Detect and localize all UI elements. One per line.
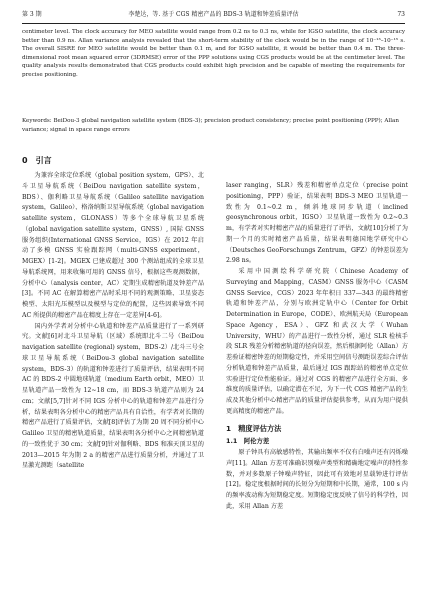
allan-paragraph: 原子钟具有高敏感特性，其输出频率不仅有白噪声还有闪烁噪声[11]。Allan 方差可准确识别噪声类型和精确地定噪声的特性参数，并对多数原子钟噪声特征，因此可有效地对星载钟进行评估[12]。稳定度根据时间的长短分为短期和中长期，通常，100 s 内的频率波动称为短期稳定度。短期稳定度反映了信号的科学性，因此，采用 Allan 方差 bbox=[226, 449, 408, 510]
keywords-block bbox=[22, 117, 405, 134]
issue-label: 第 3 期 bbox=[22, 11, 42, 18]
intro-paragraph-3: 采用中国测绘科学研究院（Chinese Academy of Surveying and Mapping，CASM）GNSS 服务中心（CASM GNSS Service，CGS）2023 年年积日 337—343 的最终精密轨道和钟差产品，分别与欧洲定轨中心（Center for Orbit Determination in Europe，CODE）、欧洲航天局（European Space Agency，ESA）、GFZ 和武汉大学（Wuhan University，WHU）的产品进行一致性分析，通过 SLR 检核手段 SLR 残差分析精密轨道的径向误差，然后根据阿伦（Allan）方差验证精密钟差的短期稳定性，并采用空间信号测距误差综合评估分析轨道和钟差产品质量，最后通过 IGS 跟踪站的精密单点定位实验进行定位性能验证。通过对 CGS 的精密产品进行全方面、多维度的质量评估，以确定潜在不足，为下一代 CGS 精密产品的生成及其他分析中心精密产品的质量评估提供参考，从而为用户提供更高精度的精密产品。 bbox=[226, 268, 408, 415]
left-column bbox=[22, 171, 204, 472]
section-heading-method: 1 精度评估方法 bbox=[226, 423, 282, 433]
running-title: 李楚达，等. 基于 CGS 精密产品的 BDS-3 轨道和钟差质量评估 bbox=[128, 11, 299, 18]
intro-paragraph-1: 为兼容全球定位系统（global position system，GPS）、北斗卫星导航系统（BeiDou navigation satellite system，BDS）、伽利略卫星导航系统（Galileo satellite navigation system，Galileo）、格洛纳斯卫星导航系统（global navigation satellite system，GLONASS）等多个全球导航卫星系统（global navigation satellite system，GNSS）, 国际 GNSS 服务组织(International GNSS Service，IGS）在 2012 年启动了多模 GNSS 实验跟踪网（multi-GNSS experiment，MGEX）[1-2]。MGEX 已建成超过 300 个测站组成的全球卫星导航系统网，用来收集可用的 GNSS 信号，根据这些观测数据，分析中心（analysis center，AC）定期生成精密轨道及钟差产品[3]。不同 AC 在解算精密产品时采用不同的观测策略、卫星姿态模型、太阳光压模型以及模型与定位的配置，这些因素导致不同 AC 所提供的精密产品在精度上存在一定差异[4-6]。 bbox=[22, 172, 204, 319]
abstract-text: centimeter level. The clock accuracy for MEO satellite would range from 0.2 ns to 0.3 ns, while for IGSO satellite, the clock accuracy better than 0.9 ns. Allan variance analysis revealed that the short-term stability of the clock would be in the range of 10⁻¹³–10⁻¹⁵ s. The overall SISRE for MEO satellite would be better than 0.1 m, and for IGSO satellite, it would be better than 0.4 m. The three-dimensional root mean squared error (3DRMSE) error of the PPP solutions using CGS products would be at the centimeter level. The quality analysis results demonstrated that CGS products could exhibit high precision and be capable of meeting the requirements for precise positioning. bbox=[22, 29, 405, 78]
keywords-text: Keywords: BeiDou-3 global navigation satellite system (BDS-3); precision product consistency; precise point positioning (PPP); Allan variance; signal in space range errors bbox=[22, 118, 399, 133]
intro-paragraph-continuation: laser ranging，SLR）残差和精密单点定位（precise point positioning，PPP）验证，结果表明 BDS-3 MEO 卫星轨道一致性为 0.1~0.2 m，倾斜地球同步轨道（inclined geosynchronous orbit，IGSO）卫星轨道一致性为 0.2~0.3 m，有学者对实时精密产品的质量进行了评估，文献[10]分析了为期一个月的实时精密产品质量，结果表明德国地学研究中心（Deutsches GeoForschungs Zentrum，GFZ）的钟差误差为 2.98 ns。 bbox=[226, 182, 408, 265]
header-rule bbox=[22, 23, 405, 24]
section-heading-introduction: 0 引言 bbox=[22, 156, 52, 165]
abstract-block bbox=[22, 28, 405, 79]
intro-paragraph-2: 国内外学者对分析中心轨道和钟差产品质量进行了一系列研究。文献[6]对北斗卫星导航（区域）系统即北斗二号（BeiDou navigation satellite (regional) system，BDS-2）/北斗三号全球卫星导航系统（BeiDou-3 global navigation satellite system，BDS-3）的轨道和钟差进行了质量评估，结果表明不同 AC 的 BDS-2 中圆地球轨道（medium Earth orbit，MEO）卫星轨道产品一致性为 12~18 cm，而 BDS-3 轨道产品则为 24 cm；文献[5,7]针对不同 IGS 分析中心的轨道和钟差产品进行分析，结果表明各分析中心的精密产品具有自洽性，有学者对长期的精密产品进行了质量评估，文献[8]评估了为期 20 周不同分析中心 Galileo 卫星的精密轨道质量，结果表明各分析中心之间精密轨道的一致性优于 30 cm；文献[9]针对伽利略、BDS 和准天顶卫星的 2013—2015 年为期 2 a 的精密产品进行质量分析，并通过了卫星激光测距（satellite bbox=[22, 322, 204, 470]
right-column bbox=[226, 181, 408, 513]
subsection-heading-allan: 1.1 阿伦方差 bbox=[226, 437, 270, 446]
page-number: 73 bbox=[397, 11, 405, 18]
page-header bbox=[22, 9, 405, 21]
